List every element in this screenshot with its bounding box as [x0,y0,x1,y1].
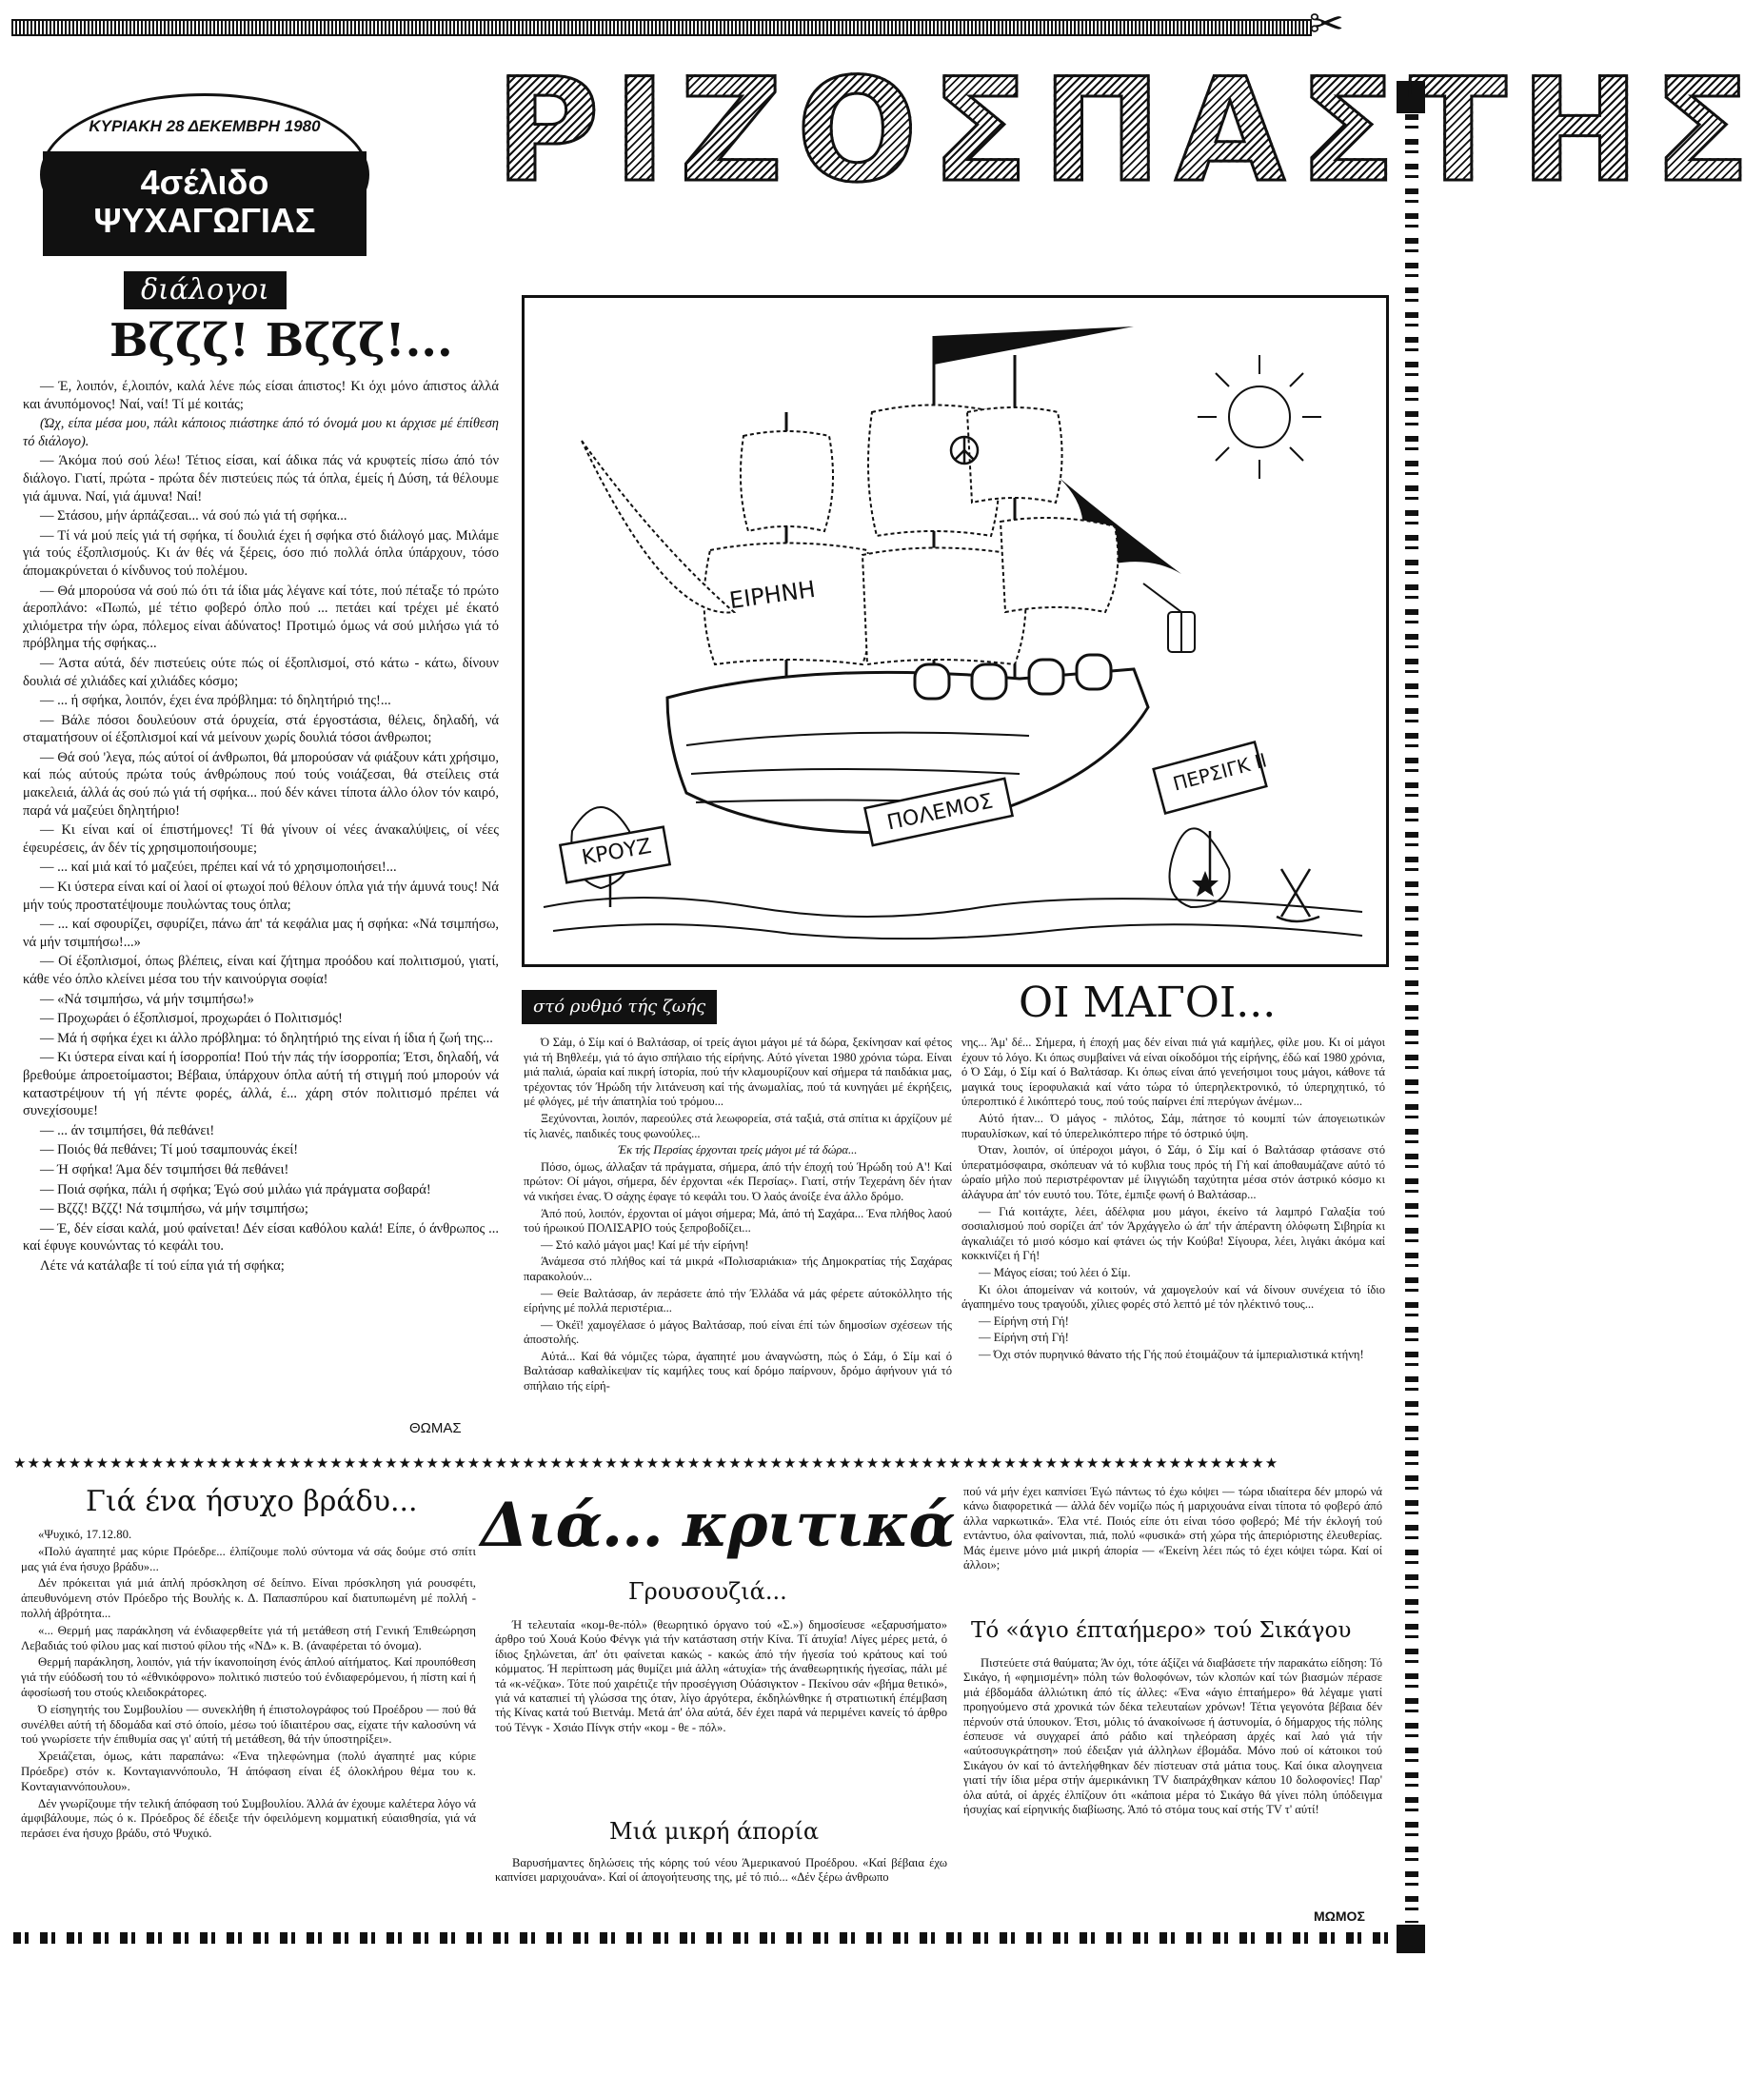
scissors-icon: ✂ [1309,0,1344,49]
dialogoi-paragraph: — ... ή σφήκα, λοιπόν, έχει ένα πρόβλημα: τό δηλητήριό της!... [40,693,391,709]
dialogoi-paragraph: — ... άν τσιμπήσει, θά πεθάνει! [40,1122,215,1138]
lantern-icon [1143,583,1195,652]
hesycho-text [21,1528,476,1923]
magoi-paragraph: Πόσο, όμως, άλλαξαν τά πράγματα, σήμερα, άπό τήν έποχή τού Ήρώδη τού Α'! Καί πρώτον: Οί μάγοι, σήμερα, δέν έρχονται «έκ Περσίας». Γιατί, στήν Τεχεράνη δέν ήταν νά νικήσει ένας. Ό σάχης έφαγε τό κεφάλι του. Ό λαός άνοίξε ένα άλλο δρόμο. [524,1159,952,1203]
hesycho-paragraph: «Ψυχικό, 17.12.80. [38,1528,132,1541]
dialogoi-title: Βζζζ! Βζζζ!... [109,314,453,367]
dialogoi-paragraph: — Άστα αύτά, δέν πιστεύεις ούτε πώς οί έξοπλισμοί, στό κάτω - κάτω, δίνουν δουλιά σέ χιλιάδες καί χιλιάδες κόσμο; [23,655,499,689]
magoi-label: στό ρυθμό τής ζωής [522,990,717,1024]
dialogoi-paragraph: — Μά ή σφήκα έχει κι άλλο πρόβλημα: τό δηλητήριό της είναι ή ίδια ή ζωή της... [40,1030,493,1046]
hesycho-paragraph: «... Θερμή μας παράκληση νά ένδιαφερθείτε γιά τή μετάθεση στή Γενική Έπιθεώρηση Λεβαδιάς τού φίλου μας καί πιστού φίλου τής «ΝΔ» κ. Β. (άναφέρεται τό όνομα). [21,1623,476,1652]
magoi-paragraph: Άνάμεσα στό πλήθος καί τά μικρά «Πολισαριάκια» τής Δημοκρατίας τής Σαχάρας παρακολούν... [524,1255,952,1283]
dialogoi-paragraph: — Στάσου, μήν άρπάζεσαι... νά σού πώ γιά τή σφήκα... [40,508,347,524]
magoi-paragraph: — Μάγος είσαι; τού λέει ό Σίμ. [979,1265,1131,1279]
aporia-paragraph: Βαρυσήμαντες δηλώσεις τής κόρης τού νέου Άμερικανού Προέδρου. «Καί βέβαια έχω καπνίσει μαριχουάνα». Καί οί άπογοήτευσης της, μέ τό πιό... «Δέν ξέρω άνθρωπο [495,1856,947,1885]
bow-sign-label: ΠΟΛΕΜΟΣ [884,789,996,836]
magoi-paragraph: Κι όλοι άπομείναν νά κοιτούν, νά χαμογελούν καί νά δίνουν συνέχεια τό ίδιο άγαπημένο τους τραγούδι, χίλιες φορές στό λεπτό μέ τόν ηλέκτινό τους... [961,1282,1385,1312]
hesycho-paragraph: Δέν πρόκειται γιά μιά άπλή πρόσκληση σέ δείπνο. Είναι πρόσκληση γιά ρουσφέτι, άπευθυνόμενη στόν Πρόεδρο τής Βουλής κ. Δ. Παπασπύρου καί διατυπωμένη μέ πολλή - πολλή άβρότητα... [21,1576,476,1620]
aporia-paragraph: πού νά μήν έχει καπνίσει Έγώ πάντως τό έχω κόψει — τώρα ιδιαίτερα δέν μπορώ νά κάνω διαφορετικά — άλλά δέν νομίζω πώς ή μαριχουάνα είναι τίποτα τό φοβερό άπό άλλα ναρκωτικά». Έλα ντέ. Ποιός είπε ότι είναι τόσο φοβερό; Μέ τήν έκλογή τού εντάντυο, όλα φαίνονται, πιά, πολύ «φυσικά» στή χώρα τής άπεριόριστης έλευθερίας. Μάς έμεινε μόνο μιά μικρή άπορία — «Έκείνη λέει πώς τό έχει κόψει τώρα. Καί οί άλλοι»; [963,1485,1382,1572]
corner-block-bottom [1397,1925,1425,1953]
dialogoi-paragraph: — Κι είναι καί οί έπιστήμονες! Τί θά γίνουν οί νέες άνακαλύψεις, οί νέες έφευρέσεις, άν δέν τίς χρησιμοποιήσουμε; [23,822,499,856]
dialogoi-paragraph: — Ποιός θά πεθάνει; Τί μού τσαμπουνάς έκεί! [40,1142,299,1158]
top-border [11,19,1312,36]
magoi-paragraph: — Είρήνη στή Γή! [979,1331,1069,1345]
kritika-signature: ΜΩΜΟΣ [1314,1908,1365,1924]
badge-line2: ΨΥΧΑΓΩΓΙΑΣ [93,201,316,240]
dialogoi-paragraph: (Ώχ, είπα μέσα μου, πάλι κάποιος πιάστηκε άπό τό όνομά μου κι άρχισε μέ έπίθεση τό διάλογο). [23,416,499,449]
dialogoi-paragraph: — ... καί μιά καί τό μαζεύει, πρέπει καί νά τό χρησιμοποιήσει!... [40,860,397,876]
dialogoi-paragraph: Λέτε νά κατάλαβε τί τού είπα γιά τή σφήκα; [40,1257,285,1274]
aporia-continued [963,1485,1382,1613]
bottom-vine-border [13,1932,1394,1944]
dialogoi-paragraph: — Ποιά σφήκα, πάλι ή σφήκα; Έγώ σού μιλάω γιά πράγματα σοβαρά! [40,1181,431,1197]
dialogoi-label: διάλογοι [124,271,287,309]
dialogoi-paragraph: — Τί νά μού πείς γιά τή σφήκα, τί δουλιά έχει ή σφήκα στό διάλογό μας. Μιλάμε γιά τούς έξοπλισμούς. Κι άν θές νά ξέρεις, όσο πιό πολλά όπλα ύπάρχουν, τόσο άπομακρύνεται ό κίνδυνος τού πολέμου. [23,527,499,579]
date-badge [40,93,369,256]
dialogoi-paragraph: — Θά σού 'λεγα, πώς αύτοί οί άνθρωποι, θά μπορούσαν νά φιάξουν κάτι χρήσιμο, καί πώς αύτούς πρώτα τούς άνθρώπους πού τούς νοιάζεσαι, θά στείλεις στά μακελειά, άλλά άς σού πώ γιά τή σφήκα... πού δέν κάνει τίποτα άλλο όλον τόν καιρό, παρά νά μαζεύει δηλητήριο! [23,749,499,819]
hesycho-paragraph: Χρειάζεται, όμως, κάτι παραπάνω: «Ένα τηλεφώνημα (πολύ άγαπητέ μας κύριε Πρόεδρε) στόν κ. Κονταγιαννόπουλο, Ή άπόφαση είναι έξ όλοκλήρου θέμα του κ. Κονταγιαννόπουλου». [21,1750,476,1793]
dialogoi-paragraph: — «Νά τσιμπήσω, νά μήν τσιμπήσω!» [40,991,254,1007]
dialogoi-paragraph: — Έ, λοιπόν, έ,λοιπόν, καλά λένε πώς είσαι άπιστος! Κι όχι μόνο άπιστος άλλά και άνυπόμονος! Ναί, ναί! Τί μέ κοιτάς; [23,379,499,412]
magoi-paragraph: — Είρήνη στή Γή! [979,1314,1069,1328]
dialogoi-paragraph: — Οί έξοπλισμοί, όπως βλέπεις, είναι καί ζήτημα προόδου καί πολιτισμού, γιατί, κάθε νέο όπλο κλείνει μέσα του τήν καινούργια σοφία! [23,954,499,987]
hesycho-paragraph: Θερμή παράκληση, λοιπόν, γιά τήν ίκανοποίηση ένός άπλού αίτήματος. Καί προυπόθεση γιά τήν εύόδωσή του τό «έθνικόφρονο» πολιτικό πιστεύο τού ένδιαφερόμενου, ή πίστη καί ή άφοσίωσή του στούς κλειδοκράτορες. [21,1655,476,1699]
agio-text [963,1656,1382,1906]
agio-title: Τό «άγιο έπταήμερο» τού Σικάγου [971,1618,1352,1643]
dialogoi-paragraph: — Προχωράει ό έξοπλισμοί, προχωράει ό Πολιτισμός! [40,1011,343,1027]
star-divider: ★★★★★★★★★★★★★★★★★★★★★★★★★★★★★★★★★★★★★★★★★★★★★★★★★★★★★★★★★★★★★★★★★★★★★★★★★★★★★★★★★★★★★★★★★★★★ [13,1454,1279,1472]
grousouzia-text [495,1618,947,1809]
magoi-paragraph: νης... Άμ' δέ... Σήμερα, ή έποχή μας δέν είναι πιά γιά καμήλες, φίλε μου. Κι οί μάγοι έχουν τό λόγο. Κι όπως συμβαίνει νά είναι οίκοδόμοι τής είρήνης, έδώ καί 1980 χρόνια, ό Ό Σάμ, ό Σίμ καί ό Βαλτάσαρ. Κι όπως είναι άπό γενεήσιμοι τους μάγοι, κάθονε τά μαγικά τους ίεροφυλακιά καί νάτο τώρα τό ύπερηλεκτρονικό, τό ύπερηχητικό, τό ύπεροπτικό έ λικόπτερό τους, πού τούς παίρνει έπί πτερύγων άνέμων... [961,1036,1385,1109]
hesycho-paragraph: Ό είσηγητής του Συμβουλίου — συνεκλήθη ή έπιστολογράφος τού Προέδρου — πού θά συνέλθει αύτή τή δδομάδα καί στό όποίο, μέσω τού ίδιαιτέρου σας, είχατε τήν καλοσύνη νά τού γνωρίσετε τήν έπιθυμία σας γι' αύτή τή μετάθεση, θά τήν ύποστηρίξει». [21,1702,476,1747]
dialogoi-paragraph: — Βζζζ! Βζζζ! Νά τσιμπήσω, νά μήν τσιμπήσω; [40,1201,308,1217]
artist-signature [1277,869,1319,921]
dialogoi-signature: ΘΩΜΑΣ [409,1420,462,1436]
magoi-paragraph: Όταν, λοιπόν, οί ύπέροχοι μάγοι, ό Σάμ, ό Σίμ καί ό Βαλτάσαρ φτάσανε στό ύπερατμόσφαιρα, σκόπευαν νά τό κυβλια τους πρός τή Γή καί άποθαυμάζανε αύτό τό ώραίο μήλο πού περιστρέφονταν μέ ίλιγγιώδη ταχύτητα μέσα στόν άστρικό κόσμο κι άλάγυρα άπ' τόν ευυτό του. Τότε, έμπιξε φωνή ό Βαλτάσαρ... [961,1143,1385,1201]
sun-icon [1198,355,1321,479]
sail-label: ΕΙΡΗΝΗ [727,575,818,615]
magoi-paragraph: — Όκέϊ! χαμογέλασε ό μάγος Βαλτάσαρ, πού είναι έπί τών δημοσίων σχέσεων τής άποστολής. [524,1317,952,1347]
aporia-title: Μιά μικρή άπορία [609,1818,820,1845]
magoi-paragraph: Αύτά... Καί θά νόμιζες τώρα, άγαπητέ μου άναγνώστη, πώς ό Σάμ, ό Σίμ καί ό Βαλτάσαρ καθαλίκεψαν τίς καμήλες τους καί δρόμο παίρνουν, δρόμο άφήνουν γιά τό σπήλαιο τής είρή- [524,1349,952,1394]
agio-paragraph: Πιστεύετε στά θαύματα; Άν όχι, τότε άξίζει νά διαβάσετε τήν παρακάτω είδηση: Τό Σικάγο, ή «φημισμένη» πόλη τών θολοφόνων, τών κλοπών καί τών βιασμών πέρασε μιά έβδομάδα άλλιώτικη άπό τίς άλλες: «Ένα «άγιο έπταήμερο» θά λέγαμε γιατί προηγούμενο στά χρονικά τών δέκα τελευταίων χρόνων! Τέτια γεγονότα βέβαια δέν πέρνούν στά ύπουκον. Έτσι, μόλις τό άνακοίνωσε ή άστυνομία, ό δήμαρχος τής πόλης έσπευσε νά συγχαρεί άπό ράδιο καί τηλεόραση άρχές καί λαό γιά τήν «αύτοσυγκράτηση» πού έδειξαν γιά άλληλων έβομάδα. Μόνο πού οί κάτοικοι τού Σικάγου όν καί τό άντελήφθηκαν δέν πίστευαν στά μάτια τους. Καί όικα αλογηνεια γιατί τήν ίδια μέρα στήν άμερικάνικη TV διαπράχθηκαν κάπου 10 δολοφονίες! Παρ' όλα αύτά, οί άρχές έλπίζουν ότι «κάποια μέρα τό Σικάγο θά γίνει πόλη ύπόδειγμα ήσυχίας καί είρηνικής διαβίωσης. Άπό τό στόμα τους καί στής TV τ' αύτί! [963,1656,1382,1817]
dialogoi-paragraph: — Έ, δέν είσαι καλά, μού φαίνεται! Δέν είσαι καθόλου καλά! Είπε, ό άνθρωπος ... καί έφυγε κουνώντας τό κεφάλι του. [23,1220,499,1255]
dialogoi-paragraph: — Κι ύστερα είναι καί οί λαοί οί φτωχοί πού θέλουν όπλα γιά τήν άμυνά τους! Νά μήν τούς προστατέψουμε πουλώντας τους όπλα; [23,880,499,913]
magoi-column-2 [961,1036,1385,1440]
dialogoi-text [23,378,499,1415]
magoi-paragraph: Αύτό ήταν... Ό μάγος - πιλότος, Σάμ, πάτησε τό κουμπί τών άπογειωτικών πυραυλίσκων, καί τό ύπερελικόπτερο πήρε τό όστρικό ύψη. [961,1111,1385,1140]
magoi-column-1 [524,1036,952,1440]
magoi-paragraph: — Γιά κοιτάχτε, λέει, άδέλφια μου μάγοι, έκείνο τά λαμπρό Γαλαξία τού σοσιαλισμού πού σορίζει άπ' τόν Άρχάγγελο ώ άπ' τήν άπέραντη όλόφωτη Σιβηρία κι άγκαλιάζει τό μισό κόσμο καί φτάνει ώς τήν Κούβα! Σίγουρα, λέει, λιγάκι άκόμα καί κοκκινίζει ή Γή! [961,1204,1385,1263]
masthead-title: ΡΙΖΟΣΠΑΣΤΗΣ [495,49,1764,214]
dialogoi-paragraph: — Κι ύστερα είναι καί ή ίσορροπία! Πού τήν πάς τήν ίσορροπία; Έτσι, δηλαδή, νά βρεθούμε άπροετοίμαστοι; Βέβαια, ύπάρχουν όπλα αύτή τή στιγμή πού μπορούν νά καταστρέψουν τή γή πέντε φορές, άλλά, έ... χάρη στόν πολιτισμό πρέπει νά συνεχίσουμε! [23,1050,499,1119]
magoi-paragraph: Ξεχύνονται, λοιπόν, παρεούλες στά λεωφορεία, στά ταξιά, στά σπίτια κι άρχίζουν μέ τίς λιανές, παιδικές τους φωνούλες... [524,1111,952,1140]
dialogoi-paragraph: — Άκόμα πού σού λέω! Τέτιος είσαι, καί άδικα πάς νά κρυφτείς πίσω άπό τόν διάλογο. Γιατί, πρώτα - πρώτα δέν πιστεύεις πώς τά όπλα, έμείς ή Δύση, τά θέλουμε γιά άμυνα. Ναί, γιά άμυνα! Ναί! [23,453,499,504]
dialogoi-paragraph: — Ή σφήκα! Άμα δέν τσιμπήσει θά πεθάνει! [40,1161,289,1177]
magoi-paragraph: — Θείε Βαλτάσαρ, άν περάσετε άπό τήν Έλλάδα νά μάς φέρετε αύτοκόλλητο τής είρήνης μέ πολλά περιστέρια... [524,1286,952,1315]
cartoon-frame [522,295,1389,967]
grousouzia-title: Γρουσουζιά... [628,1578,787,1605]
issue-date: ΚΥΡΙΑΚΗ 28 ΔΕΚΕΜΒΡΗ 1980 [89,117,321,135]
dialogoi-paragraph: — Θά μπορούσα νά σού πώ ότι τά ίδια μάς λέγανε καί τότε, πού πέταξε τό πρώτο άεροπλάνο: «Πωπώ, μέ τέτιο φοβερό όπλο πού ... πετάει καί τρέχει μέ έκατό χιλιόμετρα τήν ώρα, πόλεμος είναι άδύνατος! Προτιμώ όμως νά σού μιλήσω γιά τό πρόβλημα τής σφήκας... [23,583,499,652]
hesycho-title: Γιά ένα ήσυχο βράδυ... [86,1485,418,1518]
kritika-title: Διά... κριτικά [481,1490,955,1561]
hesycho-paragraph: Δέν γνωρίζουμε τήν τελική άπόφαση τού Συμβουλίου. Άλλά άν έχουμε καλέτερα λόγο νά άμφιβάλουμε, πώς ό κ. Πρόεδρος δέ έδειξε τήν όφειλόμενη κομματική εύαισθησία, γιά νά περάσει ένα ήσυχο βράδυ, στό Ψυχικό. [21,1796,476,1841]
dialogoi-paragraph: — ... καί σφουρίζει, σφυρίζει, πάνω άπ' τά κεφάλια μας ή σφήκα: «Νά τσιμπήσω, νά μήν τσιμπήσω!...» [23,917,499,950]
magoi-title: ΟΙ ΜΑΓΟΙ... [1019,979,1277,1027]
magoi-paragraph: — Όχι στόν πυρηνικό θάνατο τής Γής πού έτοιμάζουν τά ίμπεριαλιστικά κτήνη! [979,1347,1364,1361]
magoi-paragraph: — Στό καλό μάγοι μας! Καί μέ τήν είρήνη! [541,1237,749,1252]
magoi-paragraph: Ό Σάμ, ό Σίμ καί ό Βαλτάσαρ, οί τρείς άγιοι μάγοι μέ τά δώρα, ξεκίνησαν καί φέτος γιά τή Βηθλεέμ, γιά τό άγιο σπήλαιο τής είρήνης. Αύτό γίνεται 1980 χρόνια τώρα. Είναι μιά παλιά, ώραία καί πικρή ίστορία, πού τήν κλαμουρίζουν καί σήμερα τά παιδάκια μας, τρέχοντας τόν Ήρώδη τήν λιτάνευση καί τής άνωμαλίας, πού τά κυνηγάει μέ έκρήξεις, μέ φλόγες, μέ τήν άπατηλία τού τρόμου... [524,1036,952,1109]
aporia-text [495,1856,947,1923]
grousouzia-paragraph: Ή τελευταία «κομ-θε-πόλ» (θεωρητικό όργανο τού «Σ.») δημοσίευσε «εξαρυσήματο» άρθρο τού Χουά Κούο Φένγκ γιά τήν κατάσταση στήν Κίνα. Τί άτυχία! Λίγες μέρες μετά, ό ίδιος ξηλώνεται, άπ' ότι φαίνεται κακώς - κακώς άπό τήν ήγεσία τού κράτους καί τού κόμματος. Ή περίπτωση μάς θυμίζει μιά άλλη «άτυχία» τής άναθεωρητικής ήγεσίας, πάλι μέ τά «κ-νέζικα». Τότε πού χαιρέτιζε τήν προσέγγιση Ούάσιγκτον - Πεκίνου σάν «βήμα θετικό», γιά νά καταπιεί τή γλώσσα της όταν, λίγο άργότερα, έκδηλώνθηκε ή στρατιωτική έπέμβαση τής Κίνας κατά τού Βιετνάμ. Μετά άπ' όλα αύτά, δέν έχει παρά νά περιμένει κανείς τό άρθρο τού Τένγκ - Χσιάο Πίνγκ στήν «κομ - θε - πόλ». [495,1618,947,1734]
sign-left-label: ΚΡΟΥΖ [580,834,654,871]
dialogoi-paragraph: — Βάλε πόσοι δουλεύουν στά όρυχεία, στά έργοστάσια, θέλεις, δηλαδή, νά σταματήσουν οί έξοπλισμοί καί νά μείνουν χωρίς δουλιά τόσοι άνθρωποι; [23,712,499,746]
hesycho-paragraph: «Πολύ άγαπητέ μας κύριε Πρόεδρε... έλπίζουμε πολύ σύντομα νά σάς δούμε στό σπίτι μας γιά ένα ήσυχο βράδυ»... [21,1544,476,1573]
sign-right-label: ΠΕΡΣΙΓΚ ΙΙ [1170,748,1270,796]
ship-cartoon [525,298,1386,964]
magoi-paragraph: Άπό πού, λοιπόν, έρχονται οί μάγοι σήμερα; Μά, άπό τή Σαχάρα... Ένα πλήθος λαού τού ήρωικού ΠΟΛΙΣΑΡΙΟ τούς ξεπροβοδίζει... [524,1206,952,1236]
magoi-verse: Έκ τής Περσίας έρχονται τρείς μάγοι μέ τά δώρα... [618,1143,858,1157]
right-vine-border [1405,114,1418,1923]
badge-line1: 4σέλιδο [140,163,269,202]
